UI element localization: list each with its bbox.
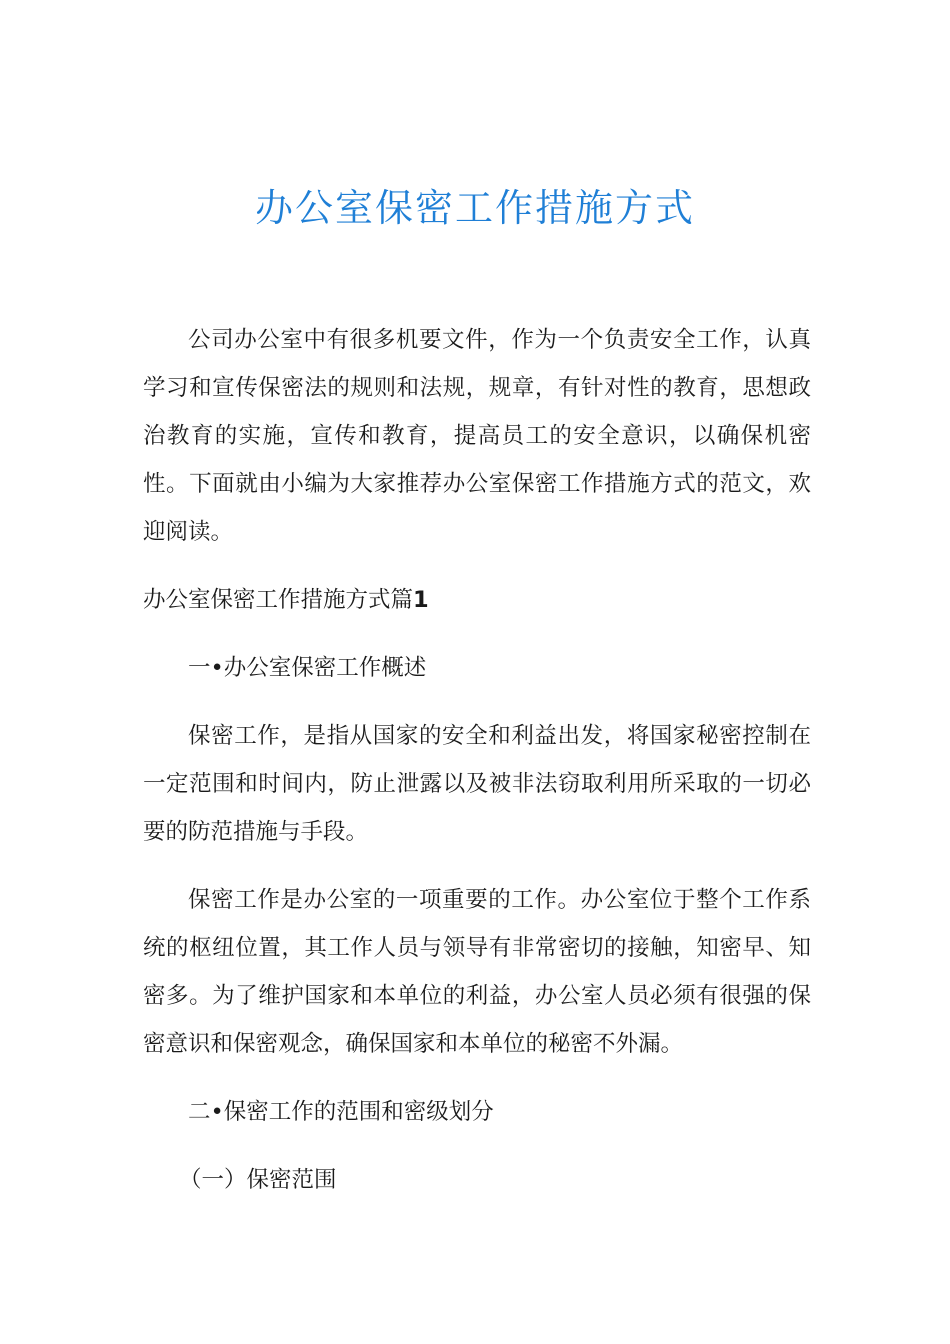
document-body	[143, 316, 811, 1204]
section2-heading: 二•保密工作的范围和密级划分	[188, 1099, 494, 1125]
section1-paragraph-1: 保密工作，是指从国家的安全和利益出发，将国家秘密控制在一定范围和时间内，防止泄露以及被非法窃取利用所采取的一切必要的防范措施与手段。	[143, 723, 811, 845]
article-heading	[143, 576, 811, 624]
subsection1-heading: （一）保密范围	[179, 1167, 337, 1193]
section1-heading: 一•办公室保密工作概述	[188, 655, 427, 681]
article-heading-number: 1	[413, 587, 429, 613]
section1-paragraph-2: 保密工作是办公室的一项重要的工作。办公室位于整个工作系统的枢纽位置，其工作人员与领导有非常密切的接触，知密早、知密多。为了维护国家和本单位的利益，办公室人员必须有很强的保密意识和保密观念，确保国家和本单位的秘密不外漏。	[143, 887, 811, 1057]
article-heading-text: 办公室保密工作措施方式篇	[143, 587, 414, 613]
intro-paragraph: 公司办公室中有很多机要文件，作为一个负责安全工作，认真学习和宣传保密法的规则和法规，规章，有针对性的教育，思想政治教育的实施，宣传和教育，提高员工的安全意识，以确保机密性。下面就由小编为大家推荐办公室保密工作措施方式的范文，欢迎阅读。	[143, 327, 811, 545]
document-title: 办公室保密工作措施方式	[254, 186, 695, 230]
